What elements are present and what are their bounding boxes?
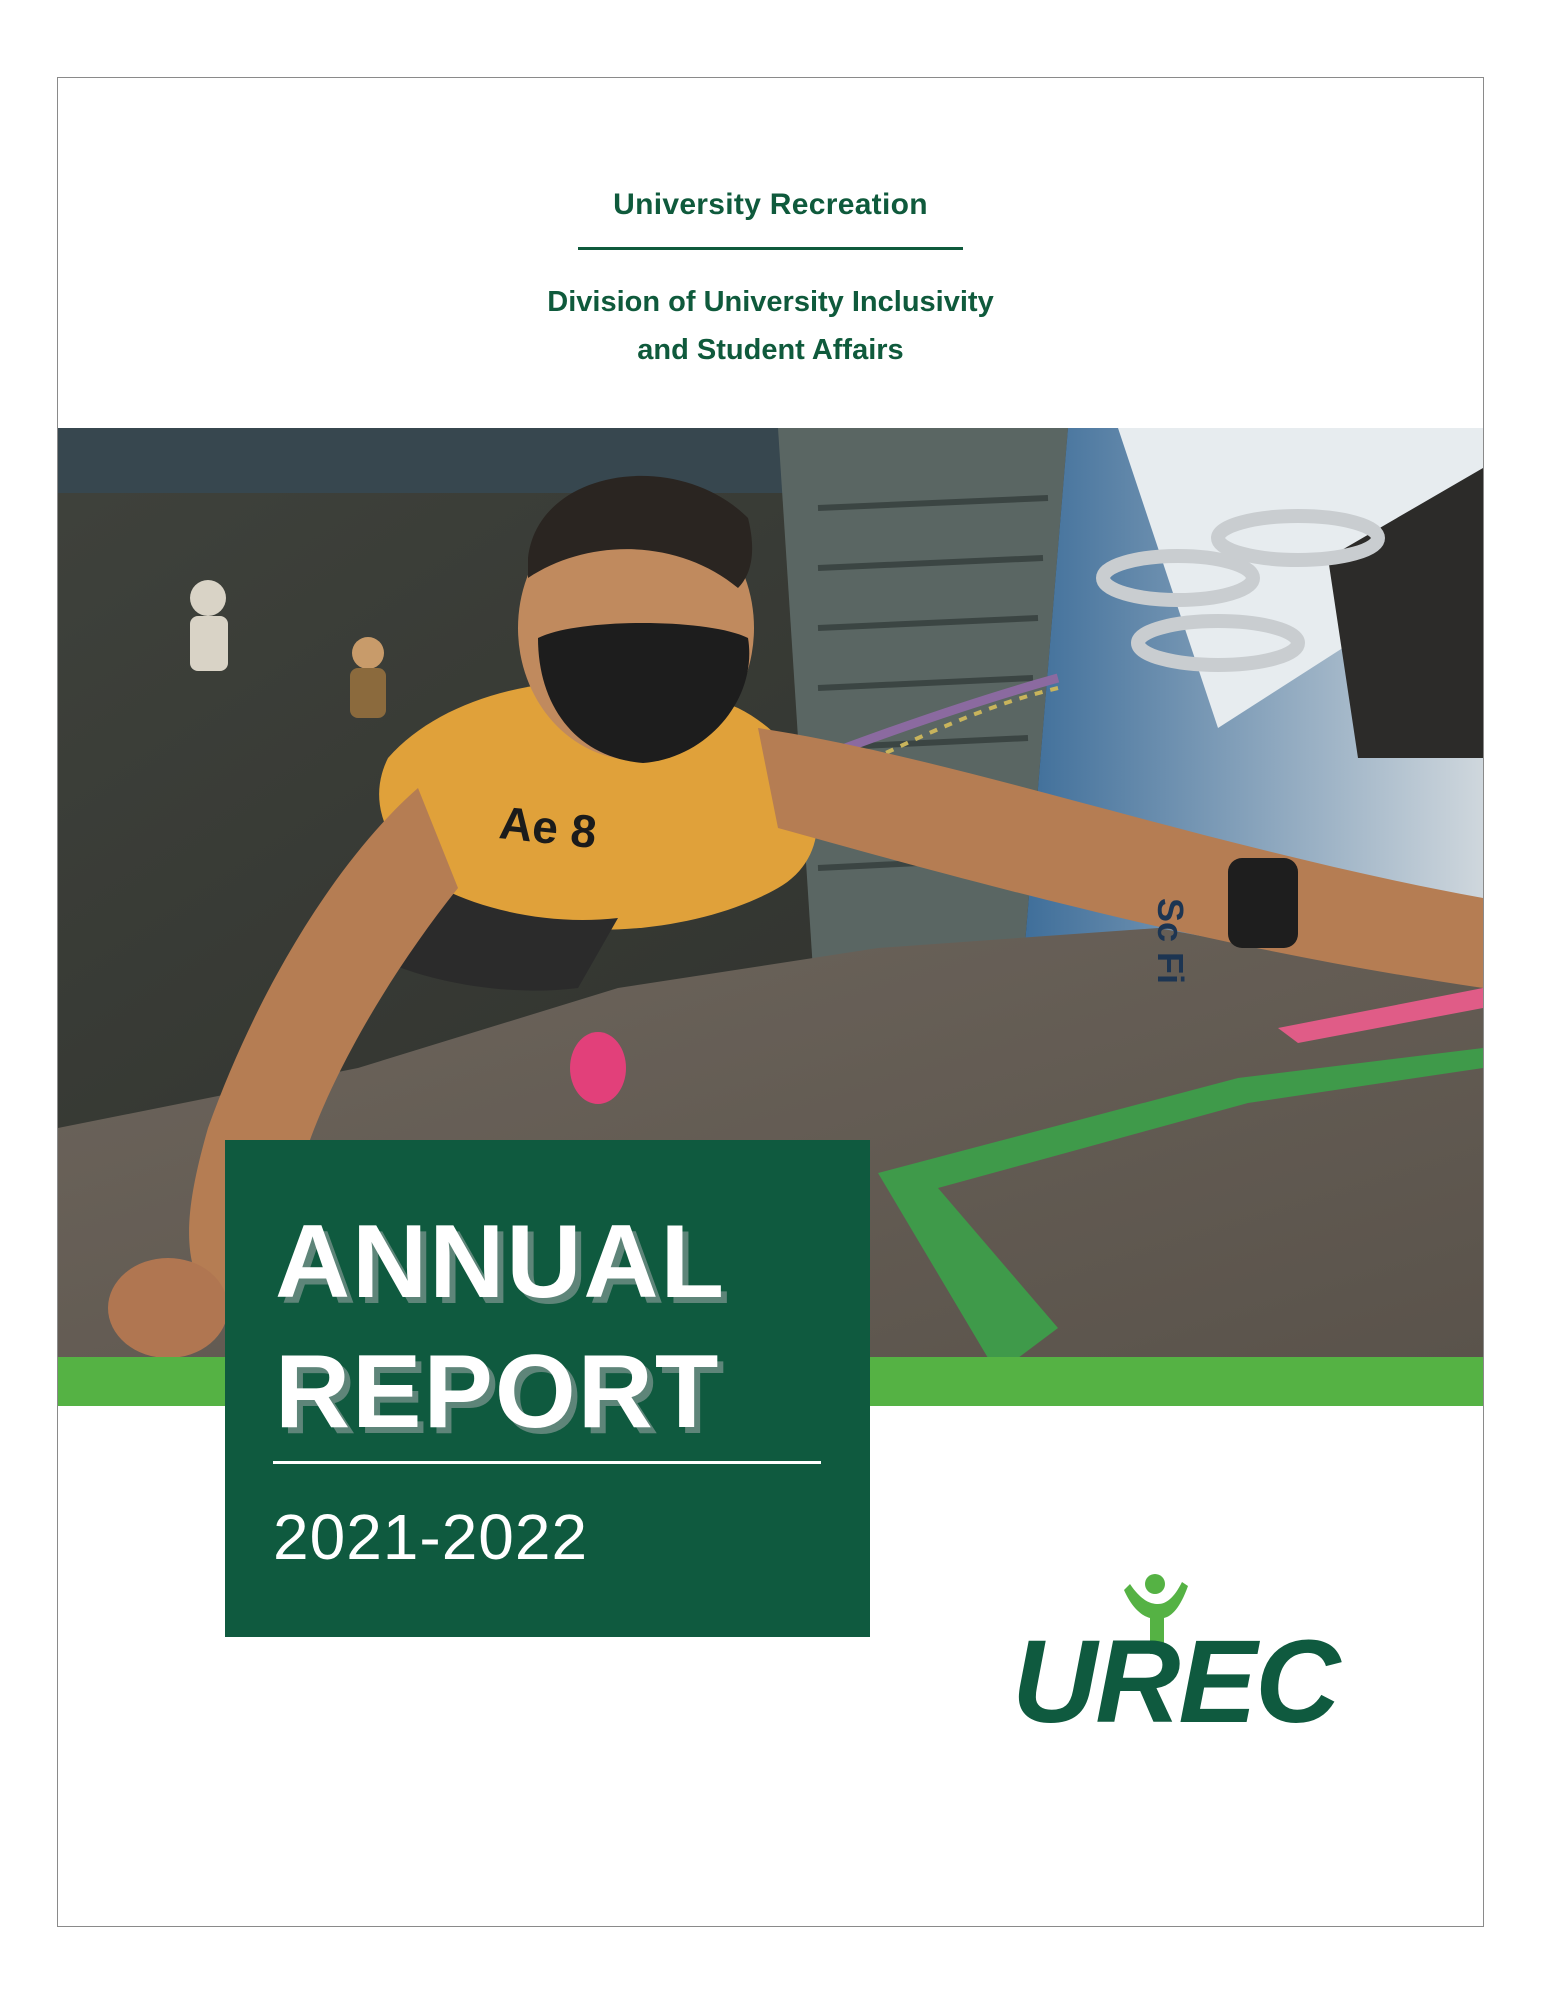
wall-sign-text: Sc Fi	[1150, 898, 1191, 985]
urec-logo-mark	[1012, 1562, 1412, 1732]
title-report: REPORT	[275, 1334, 721, 1450]
division-name-line-1: Division of University Inclusivity	[547, 286, 994, 318]
title-divider	[273, 1461, 821, 1464]
shirt-graphic-text: Ae 8	[496, 796, 600, 859]
cover-header	[57, 188, 1484, 374]
title-annual: ANNUAL	[275, 1204, 727, 1320]
header-divider	[578, 247, 963, 250]
org-name: University Recreation	[613, 188, 928, 221]
logo-text: UREC	[1012, 1616, 1339, 1732]
division-name-line-2: and Student Affairs	[637, 334, 904, 366]
title-block	[225, 1140, 870, 1637]
urec-logo	[1012, 1562, 1412, 1732]
report-year: 2021-2022	[273, 1501, 589, 1573]
